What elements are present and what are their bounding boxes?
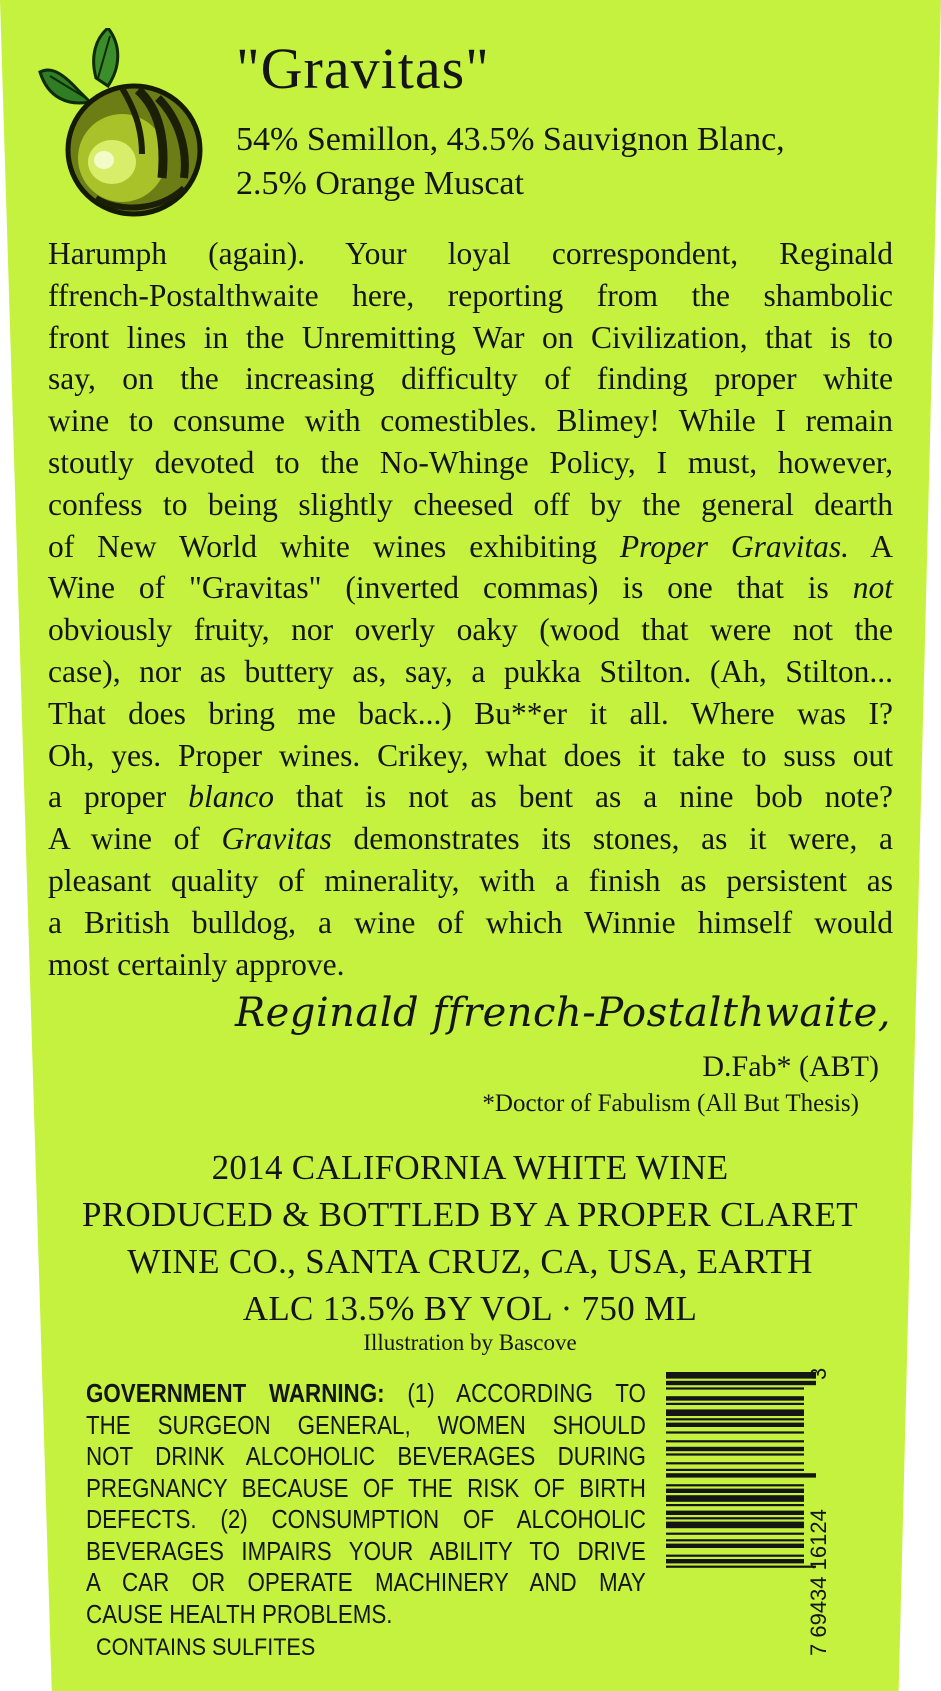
barcode-bar — [666, 1522, 804, 1529]
sulfites-notice: CONTAINS SULFITES — [96, 1634, 316, 1661]
barcode-bar — [666, 1453, 804, 1455]
warning-line: THE SURGEON GENERAL, WOMEN SHOULD — [86, 1409, 646, 1440]
barcode-bar — [666, 1473, 816, 1477]
story-line: pleasant quality of minerality, with a finish as persistent as — [48, 862, 893, 898]
barcode-bar — [666, 1396, 804, 1400]
warning-line: CAUSE HEALTH PROBLEMS. — [86, 1598, 393, 1629]
barcode-bar — [666, 1544, 804, 1548]
barcode-bar — [666, 1511, 804, 1515]
story-line — [48, 776, 893, 818]
story-italic: not — [852, 570, 893, 606]
story-line: case), nor as buttery as, say, a pukka Stilton. (Ah, Stilton... — [48, 653, 893, 689]
warning-line: DEFECTS. (2) CONSUMPTION OF ALCOHOLIC — [86, 1504, 646, 1534]
story-text: that is not as bent as a nine bob note? — [273, 779, 893, 815]
barcode-bar — [666, 1440, 804, 1442]
barcode-bar — [666, 1504, 804, 1506]
story-italic: Gravitas — [221, 821, 332, 857]
barcode-bar — [666, 1533, 804, 1535]
barcode-bar — [666, 1539, 804, 1541]
barcode-bar — [666, 1431, 804, 1433]
author-credentials: D.Fab* (ABT) — [702, 1050, 879, 1083]
story-line: front lines in the Unremitting War on Civilization, that is to — [48, 319, 893, 355]
barcode-bar — [666, 1387, 804, 1389]
blend-line-2: 2.5% Orange Muscat — [236, 165, 524, 202]
quince-fruit-illustration — [38, 28, 206, 218]
story-line: most certainly approve. — [48, 946, 345, 982]
story-paragraph — [48, 233, 893, 985]
story-line — [48, 567, 893, 609]
warning-line — [86, 1378, 646, 1410]
barcode-bar — [666, 1559, 804, 1563]
barcode-bar — [666, 1447, 804, 1451]
producer-line: PRODUCED & BOTTLED BY A PROPER CLARET — [82, 1195, 858, 1234]
blend-line-1: 54% Semillon, 43.5% Sauvignon Blanc, — [236, 121, 785, 158]
story-italic: Proper Gravitas. — [619, 528, 850, 564]
story-text: demonstrates its stones, as it were, a — [331, 821, 893, 857]
location-line: WINE CO., SANTA CRUZ, CA, USA, EARTH — [127, 1242, 813, 1281]
wine-name-title: "Gravitas" — [236, 36, 490, 101]
story-line: wine to consume with comestibles. Blimey! While I remain — [48, 403, 893, 439]
barcode-bar — [666, 1372, 816, 1379]
story-italic: blanco — [188, 779, 274, 815]
story-line: a British bulldog, a wine of which Winnie himself would — [48, 904, 893, 940]
illustration-credit: Illustration by Bascove — [363, 1330, 577, 1355]
barcode-bar — [666, 1418, 804, 1420]
barcode-digits — [806, 1366, 854, 1666]
warning-line: A CAR OR OPERATE MACHINERY AND MAY — [86, 1567, 646, 1597]
warning-text: (1) ACCORDING TO — [384, 1378, 646, 1408]
barcode-bar — [666, 1462, 804, 1464]
story-line: say, on the increasing difficulty of finding proper white — [48, 361, 893, 397]
vintage-line: 2014 CALIFORNIA WHITE WINE — [211, 1148, 729, 1187]
barcode-bar — [666, 1469, 804, 1471]
government-warning — [86, 1378, 646, 1630]
barcode-bar — [666, 1566, 816, 1568]
barcode-bar — [666, 1381, 816, 1385]
story-line: That does bring me back...) Bu**er it all. Where was I? — [48, 695, 893, 731]
story-line — [48, 818, 893, 860]
barcode-bar — [666, 1423, 804, 1427]
story-text: A — [849, 528, 894, 564]
alcohol-volume-line: ALC 13.5% BY VOL · 750 ML — [242, 1289, 698, 1328]
author-signature: Reginald ffrench-Postalthwaite, — [234, 990, 891, 1036]
barcode-bar — [666, 1484, 804, 1486]
production-statement — [40, 1144, 900, 1332]
barcode-number: 7 69434 16124 — [806, 1509, 831, 1656]
barcode-bar — [666, 1555, 804, 1557]
story-line: stoutly devoted to the No-Whinge Policy, I must, however, — [48, 444, 893, 480]
warning-line: PREGNANCY BECAUSE OF THE RISK OF BIRTH — [86, 1472, 646, 1503]
story-line: confess to being slightly cheesed off by the general dearth — [48, 486, 893, 522]
credentials-footnote: *Doctor of Fabulism (All But Thesis) — [482, 1090, 859, 1117]
warning-line: NOT DRINK ALCOHOLIC BEVERAGES DURING — [86, 1441, 646, 1471]
story-text: a proper — [48, 779, 189, 815]
story-line: obviously fruity, nor overly oaky (wood that were not the — [48, 612, 893, 648]
barcode-bar — [666, 1403, 804, 1405]
barcode-check-digit: 3 — [806, 1367, 831, 1380]
warning-heading: GOVERNMENT WARNING: — [86, 1378, 385, 1408]
story-text: A wine of — [48, 821, 222, 857]
story-line: Oh, yes. Proper wines. Crikey, what does it take to suss out — [48, 737, 893, 773]
barcode-bar — [666, 1495, 804, 1502]
story-line — [48, 526, 893, 568]
story-line: ffrench-Postalthwaite here, reporting from the shambolic — [48, 277, 893, 313]
grape-blend — [236, 118, 896, 206]
barcode-bar — [666, 1489, 804, 1493]
story-text: Wine of "Gravitas" (inverted commas) is one that is — [48, 570, 853, 606]
story-line: Harumph (again). Your loyal correspondent, Reginald — [48, 236, 893, 271]
story-text: of New World white wines exhibiting — [48, 528, 620, 564]
barcode-bar — [666, 1409, 804, 1416]
warning-line: BEVERAGES IMPAIRS YOUR ABILITY TO DRIVE — [86, 1535, 646, 1566]
barcode-bar — [666, 1517, 804, 1519]
